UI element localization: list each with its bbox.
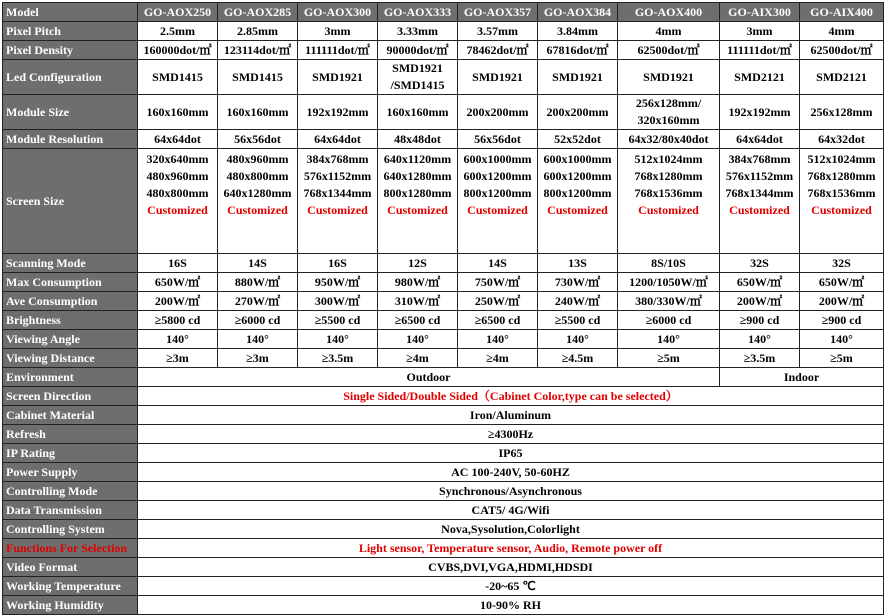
screen-size-line: 768x1280mm <box>634 169 703 183</box>
module-size-line: 192x192mm <box>728 104 791 119</box>
customized-label: Customized <box>638 203 699 217</box>
refresh-value: ≥4300Hz <box>138 425 884 444</box>
ave-consumption-cell: 200W/㎡ <box>800 292 884 311</box>
module-size-cell <box>618 95 720 130</box>
pixel-density-cell: 67816dot/㎡ <box>538 41 618 60</box>
led-configuration-cell <box>800 60 884 95</box>
module-size-cell <box>378 95 458 130</box>
max-consumption-cell: 950W/㎡ <box>298 273 378 292</box>
row-power-supply <box>3 463 884 482</box>
led-configuration-cell <box>458 60 538 95</box>
module-resolution-cell: 56x56dot <box>458 130 538 149</box>
row-led-configuration <box>3 60 884 95</box>
viewing-angle-cell: 140° <box>218 330 298 349</box>
functions-for-selection-value: Light sensor, Temperature sensor, Audio, Remote power off <box>138 539 884 558</box>
brightness-cell: ≥6500 cd <box>378 311 458 330</box>
viewing-distance-cell: ≥4.5m <box>538 349 618 368</box>
row-ip-rating <box>3 444 884 463</box>
max-consumption-cell: 1200/1050W/㎡ <box>618 273 720 292</box>
row-screen-size <box>3 149 884 254</box>
row-viewing-angle <box>3 330 884 349</box>
viewing-distance-cell: ≥4m <box>458 349 538 368</box>
screen-size-line: 800x1280mm <box>383 186 452 200</box>
row-label-module-resolution: Module Resolution <box>3 130 138 149</box>
controlling-mode-value: Synchronous/Asynchronous <box>138 482 884 501</box>
row-module-resolution <box>3 130 884 149</box>
ave-consumption-cell: 310W/㎡ <box>378 292 458 311</box>
module-size-line: 200x200mm <box>466 104 529 119</box>
module-size-cell <box>138 95 218 130</box>
viewing-distance-cell: ≥5m <box>800 349 884 368</box>
led-configuration-line: SMD2121 <box>734 69 785 84</box>
row-label-viewing-distance: Viewing Distance <box>3 349 138 368</box>
row-label-controlling-mode: Controlling Mode <box>3 482 138 501</box>
viewing-distance-cell: ≥4m <box>378 349 458 368</box>
row-label-brightness: Brightness <box>3 311 138 330</box>
model-cell: GO-AOX285 <box>218 3 298 22</box>
power-supply-value: AC 100-240V, 50-60HZ <box>138 463 884 482</box>
row-label-refresh: Refresh <box>3 425 138 444</box>
led-configuration-line: SMD2121 <box>816 69 867 84</box>
row-label-data-transmission: Data Transmission <box>3 501 138 520</box>
screen-size-line: 768x1280mm <box>807 169 876 183</box>
led-configuration-line: SMD1415 <box>232 69 283 84</box>
screen-size-line: 600x1000mm <box>463 152 532 166</box>
viewing-angle-cell: 140° <box>458 330 538 349</box>
module-resolution-cell: 64x64dot <box>720 130 800 149</box>
brightness-cell: ≥900 cd <box>800 311 884 330</box>
screen-size-line: 384x768mm <box>728 152 791 166</box>
screen-size-line: 384x768mm <box>306 152 369 166</box>
controlling-system-value: Nova,Sysolution,Colorlight <box>138 520 884 539</box>
screen-size-cell <box>720 149 800 254</box>
led-configuration-line: SMD1921 <box>312 69 363 84</box>
brightness-cell: ≥5500 cd <box>298 311 378 330</box>
module-resolution-cell: 52x52dot <box>538 130 618 149</box>
screen-size-line: 800x1200mm <box>463 186 532 200</box>
pixel-pitch-cell: 3mm <box>298 22 378 41</box>
customized-label: Customized <box>729 203 790 217</box>
max-consumption-cell: 650W/㎡ <box>800 273 884 292</box>
video-format-value: CVBS,DVI,VGA,HDMI,HDSDI <box>138 558 884 577</box>
module-size-cell <box>538 95 618 130</box>
module-size-line: 192x192mm <box>306 104 369 119</box>
row-module-size <box>3 95 884 130</box>
module-size-line: 256x128mm <box>810 104 873 119</box>
row-environment <box>3 368 884 387</box>
pixel-pitch-cell: 4mm <box>800 22 884 41</box>
model-cell: GO-AOX300 <box>298 3 378 22</box>
working-humidity-value: 10-90% RH <box>138 596 884 615</box>
max-consumption-cell: 880W/㎡ <box>218 273 298 292</box>
ave-consumption-cell: 270W/㎡ <box>218 292 298 311</box>
model-cell: GO-AOX400 <box>618 3 720 22</box>
row-label-max-consumption: Max Consumption <box>3 273 138 292</box>
screen-size-line: 800x1200mm <box>543 186 612 200</box>
row-ave-consumption <box>3 292 884 311</box>
led-configuration-line: SMD1921 <box>643 69 694 84</box>
viewing-angle-cell: 140° <box>720 330 800 349</box>
screen-size-line: 600x1200mm <box>463 169 532 183</box>
led-configuration-line: SMD1921 <box>472 69 523 84</box>
pixel-density-cell: 78462dot/㎡ <box>458 41 538 60</box>
screen-size-line: 640x1280mm <box>223 186 292 200</box>
led-configuration-cell <box>538 60 618 95</box>
module-size-line: 160x160mm <box>386 104 449 119</box>
module-resolution-cell: 56x56dot <box>218 130 298 149</box>
led-configuration-cell <box>218 60 298 95</box>
module-resolution-cell: 64x32/80x40dot <box>618 130 720 149</box>
row-controlling-mode <box>3 482 884 501</box>
brightness-cell: ≥6500 cd <box>458 311 538 330</box>
module-size-cell <box>218 95 298 130</box>
brightness-cell: ≥6000 cd <box>218 311 298 330</box>
max-consumption-cell: 730W/㎡ <box>538 273 618 292</box>
row-cabinet-material <box>3 406 884 425</box>
row-label-pixel-density: Pixel Density <box>3 41 138 60</box>
pixel-density-cell: 62500dot/㎡ <box>800 41 884 60</box>
led-configuration-cell <box>298 60 378 95</box>
customized-label: Customized <box>467 203 528 217</box>
screen-size-line: 480x800mm <box>226 169 289 183</box>
row-label-controlling-system: Controlling System <box>3 520 138 539</box>
row-video-format <box>3 558 884 577</box>
module-size-line: 256x128mm/ <box>635 96 702 110</box>
viewing-distance-cell: ≥3m <box>218 349 298 368</box>
module-size-cell <box>720 95 800 130</box>
customized-label: Customized <box>547 203 608 217</box>
screen-size-line: 640x1280mm <box>383 169 452 183</box>
pixel-density-cell: 160000dot/㎡ <box>138 41 218 60</box>
max-consumption-cell: 650W/㎡ <box>138 273 218 292</box>
ave-consumption-cell: 380/330W/㎡ <box>618 292 720 311</box>
module-size-line: 160x160mm <box>226 104 289 119</box>
viewing-angle-cell: 140° <box>538 330 618 349</box>
row-label-power-supply: Power Supply <box>3 463 138 482</box>
pixel-pitch-cell: 2.85mm <box>218 22 298 41</box>
row-controlling-system <box>3 520 884 539</box>
screen-size-line: 640x1120mm <box>383 152 452 166</box>
screen-direction-value: Single Sided/Double Sided（Cabinet Color,type can be selected） <box>138 387 884 406</box>
module-size-line: 320x160mm <box>637 113 700 127</box>
row-label-functions-for-selection: Functions For Selection <box>3 539 138 558</box>
scanning-mode-cell: 8S/10S <box>618 254 720 273</box>
screen-size-line: 480x800mm <box>146 186 209 200</box>
row-label-viewing-angle: Viewing Angle <box>3 330 138 349</box>
led-configuration-line: SMD1921 <box>392 61 443 75</box>
row-max-consumption <box>3 273 884 292</box>
module-resolution-cell: 64x32dot <box>800 130 884 149</box>
pixel-pitch-cell: 3.33mm <box>378 22 458 41</box>
module-resolution-cell: 64x64dot <box>138 130 218 149</box>
screen-size-cell <box>298 149 378 254</box>
row-label-video-format: Video Format <box>3 558 138 577</box>
row-label-working-humidity: Working Humidity <box>3 596 138 615</box>
screen-size-line: 480x960mm <box>226 152 289 166</box>
screen-size-line: 512x1024mm <box>634 152 703 166</box>
environment-indoor: Indoor <box>720 368 884 387</box>
brightness-cell: ≥5500 cd <box>538 311 618 330</box>
scanning-mode-cell: 16S <box>138 254 218 273</box>
screen-size-line: 768x1344mm <box>303 186 372 200</box>
screen-size-line: 320x640mm <box>146 152 209 166</box>
max-consumption-cell: 980W/㎡ <box>378 273 458 292</box>
led-configuration-cell <box>378 60 458 95</box>
model-cell: GO-AOX250 <box>138 3 218 22</box>
screen-size-cell <box>378 149 458 254</box>
model-cell: GO-AOX333 <box>378 3 458 22</box>
viewing-angle-cell: 140° <box>378 330 458 349</box>
brightness-cell: ≥900 cd <box>720 311 800 330</box>
row-label-screen-direction: Screen Direction <box>3 387 138 406</box>
pixel-density-cell: 111111dot/㎡ <box>720 41 800 60</box>
row-label-scanning-mode: Scanning Mode <box>3 254 138 273</box>
viewing-angle-cell: 140° <box>800 330 884 349</box>
customized-label: Customized <box>811 203 872 217</box>
row-label-screen-size: Screen Size <box>3 149 138 254</box>
row-pixel-pitch <box>3 22 884 41</box>
scanning-mode-cell: 32S <box>720 254 800 273</box>
spec-table <box>2 2 884 615</box>
model-cell: GO-AOX357 <box>458 3 538 22</box>
row-label-module-size: Module Size <box>3 95 138 130</box>
pixel-pitch-cell: 4mm <box>618 22 720 41</box>
led-configuration-line: SMD1921 <box>552 69 603 84</box>
screen-size-cell <box>618 149 720 254</box>
row-label-ave-consumption: Ave Consumption <box>3 292 138 311</box>
brightness-cell: ≥5800 cd <box>138 311 218 330</box>
led-configuration-line: /SMD1415 <box>390 78 445 92</box>
customized-label: Customized <box>147 203 208 217</box>
screen-size-line: 600x1200mm <box>543 169 612 183</box>
row-brightness <box>3 311 884 330</box>
data-transmission-value: CAT5/ 4G/Wifi <box>138 501 884 520</box>
working-temperature-value: -20~65 ℃ <box>138 577 884 596</box>
pixel-pitch-cell: 3.57mm <box>458 22 538 41</box>
scanning-mode-cell: 16S <box>298 254 378 273</box>
model-cell: GO-AOX384 <box>538 3 618 22</box>
row-label-pixel-pitch: Pixel Pitch <box>3 22 138 41</box>
scanning-mode-cell: 14S <box>458 254 538 273</box>
ip-rating-value: IP65 <box>138 444 884 463</box>
row-screen-direction <box>3 387 884 406</box>
module-size-cell <box>298 95 378 130</box>
viewing-distance-cell: ≥5m <box>618 349 720 368</box>
screen-size-cell <box>218 149 298 254</box>
scanning-mode-cell: 14S <box>218 254 298 273</box>
ave-consumption-cell: 300W/㎡ <box>298 292 378 311</box>
scanning-mode-cell: 13S <box>538 254 618 273</box>
row-refresh <box>3 425 884 444</box>
row-working-temperature <box>3 577 884 596</box>
module-resolution-cell: 48x48dot <box>378 130 458 149</box>
environment-outdoor: Outdoor <box>138 368 720 387</box>
viewing-angle-cell: 140° <box>138 330 218 349</box>
row-scanning-mode <box>3 254 884 273</box>
screen-size-cell <box>538 149 618 254</box>
row-viewing-distance <box>3 349 884 368</box>
screen-size-line: 768x1536mm <box>634 186 703 200</box>
row-functions-for-selection <box>3 539 884 558</box>
screen-size-line: 768x1536mm <box>807 186 876 200</box>
viewing-distance-cell: ≥3.5m <box>298 349 378 368</box>
led-configuration-cell <box>720 60 800 95</box>
module-size-line: 200x200mm <box>546 104 609 119</box>
module-size-cell <box>800 95 884 130</box>
row-label-cabinet-material: Cabinet Material <box>3 406 138 425</box>
scanning-mode-cell: 12S <box>378 254 458 273</box>
row-label-led-configuration: Led Configuration <box>3 60 138 95</box>
cabinet-material-value: Iron/Aluminum <box>138 406 884 425</box>
row-label-ip-rating: IP Rating <box>3 444 138 463</box>
viewing-distance-cell: ≥3m <box>138 349 218 368</box>
pixel-pitch-cell: 3mm <box>720 22 800 41</box>
row-label-environment: Environment <box>3 368 138 387</box>
row-data-transmission <box>3 501 884 520</box>
screen-size-line: 768x1344mm <box>725 186 794 200</box>
viewing-distance-cell: ≥3.5m <box>720 349 800 368</box>
customized-label: Customized <box>387 203 448 217</box>
viewing-angle-cell: 140° <box>618 330 720 349</box>
row-model <box>3 3 884 22</box>
screen-size-line: 600x1000mm <box>543 152 612 166</box>
screen-size-cell <box>138 149 218 254</box>
row-pixel-density <box>3 41 884 60</box>
pixel-pitch-cell: 3.84mm <box>538 22 618 41</box>
led-configuration-line: SMD1415 <box>152 69 203 84</box>
led-configuration-cell <box>618 60 720 95</box>
screen-size-cell <box>458 149 538 254</box>
scanning-mode-cell: 32S <box>800 254 884 273</box>
ave-consumption-cell: 200W/㎡ <box>720 292 800 311</box>
ave-consumption-cell: 250W/㎡ <box>458 292 538 311</box>
customized-label: Customized <box>227 203 288 217</box>
max-consumption-cell: 650W/㎡ <box>720 273 800 292</box>
screen-size-line: 576x1152mm <box>725 169 794 183</box>
ave-consumption-cell: 240W/㎡ <box>538 292 618 311</box>
model-cell: GO-AIX300 <box>720 3 800 22</box>
led-configuration-cell <box>138 60 218 95</box>
brightness-cell: ≥6000 cd <box>618 311 720 330</box>
screen-size-line: 480x960mm <box>146 169 209 183</box>
ave-consumption-cell: 200W/㎡ <box>138 292 218 311</box>
pixel-density-cell: 90000dot/㎡ <box>378 41 458 60</box>
screen-size-cell <box>800 149 884 254</box>
pixel-density-cell: 62500dot/㎡ <box>618 41 720 60</box>
row-label-working-temperature: Working Temperature <box>3 577 138 596</box>
customized-label: Customized <box>307 203 368 217</box>
screen-size-line: 576x1152mm <box>303 169 372 183</box>
screen-size-line: 512x1024mm <box>807 152 876 166</box>
viewing-angle-cell: 140° <box>298 330 378 349</box>
pixel-pitch-cell: 2.5mm <box>138 22 218 41</box>
max-consumption-cell: 750W/㎡ <box>458 273 538 292</box>
pixel-density-cell: 111111dot/㎡ <box>298 41 378 60</box>
module-size-cell <box>458 95 538 130</box>
pixel-density-cell: 123114dot/㎡ <box>218 41 298 60</box>
module-resolution-cell: 64x64dot <box>298 130 378 149</box>
model-cell: GO-AIX400 <box>800 3 884 22</box>
row-label-model: Model <box>3 3 138 22</box>
module-size-line: 160x160mm <box>146 104 209 119</box>
